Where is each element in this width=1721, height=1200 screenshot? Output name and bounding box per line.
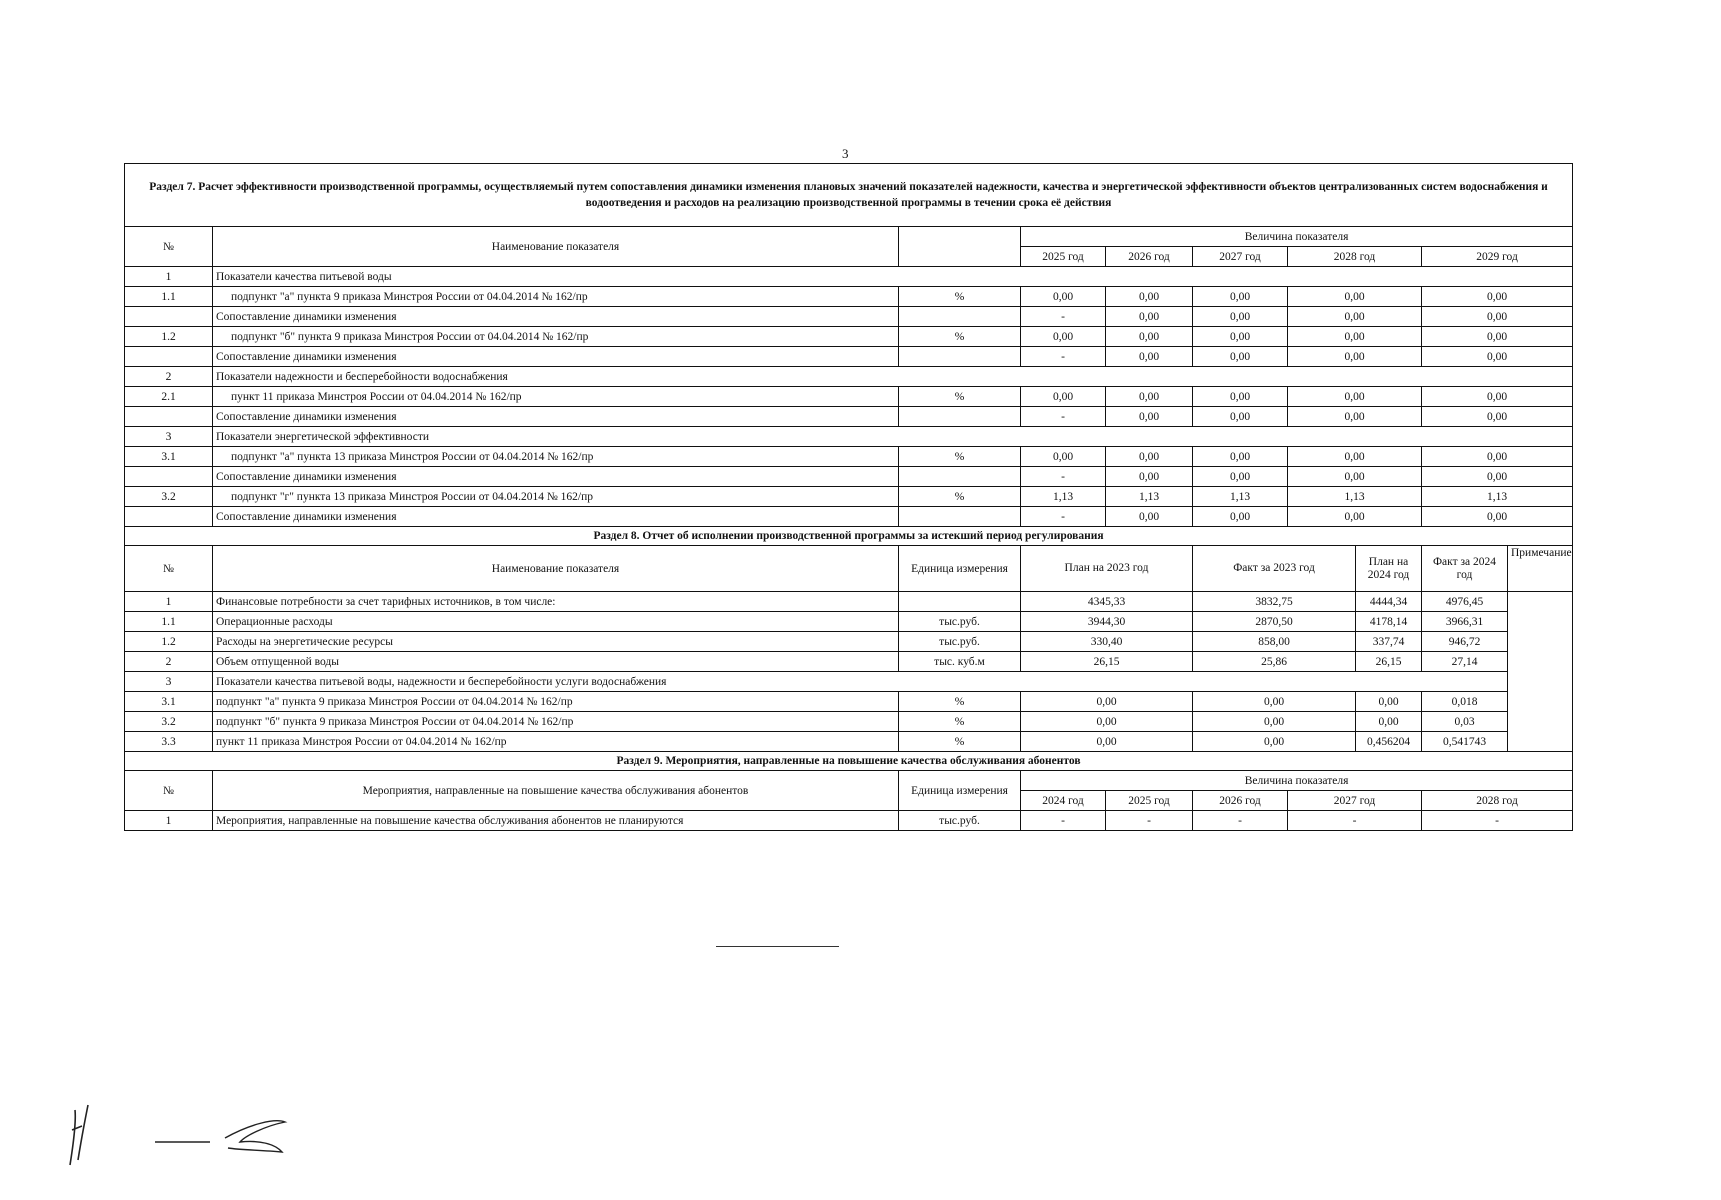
- s8-row-name: Расходы на энергетические ресурсы: [213, 632, 899, 652]
- s7-row-name: подпункт "г" пункта 13 приказа Минстроя России от 04.04.2014 № 162/пр: [213, 487, 899, 507]
- s7-row-name: Сопоставление динамики изменения: [213, 507, 899, 527]
- s8-row-plan2023: 3944,30: [1021, 612, 1193, 632]
- s8-row-plan2024: 0,00: [1356, 692, 1422, 712]
- signature-mark: [60, 1060, 300, 1180]
- s7-row-value: 1,13: [1021, 487, 1106, 507]
- s9-year-2: 2026 год: [1193, 791, 1288, 811]
- s8-row-unit: %: [899, 692, 1021, 712]
- s8-row-fact2023: 0,00: [1193, 692, 1356, 712]
- s8-col-plan2024: План на 2024 год: [1356, 546, 1422, 592]
- s7-year-1: 2026 год: [1106, 247, 1193, 267]
- main-table: [124, 163, 1573, 831]
- s7-row-name: подпункт "а" пункта 9 приказа Минстроя России от 04.04.2014 № 162/пр: [213, 287, 899, 307]
- s7-row-value: 0,00: [1422, 387, 1573, 407]
- s8-row-fact2023: 858,00: [1193, 632, 1356, 652]
- s8-row-plan2023: 0,00: [1021, 732, 1193, 752]
- s7-row-value: 0,00: [1288, 327, 1422, 347]
- s7-row-value: -: [1021, 407, 1106, 427]
- s7-row: [125, 447, 1573, 467]
- s7-row-value: 0,00: [1193, 307, 1288, 327]
- s7-col-unit: [899, 227, 1021, 267]
- s7-row-name: Сопоставление динамики изменения: [213, 347, 899, 367]
- s8-row-name: Операционные расходы: [213, 612, 899, 632]
- s9-col-unit: Единица измерения: [899, 771, 1021, 811]
- s8-row-no: 1.1: [125, 612, 213, 632]
- s8-row-no: 3.2: [125, 712, 213, 732]
- s8-row-no: 3: [125, 672, 213, 692]
- s8-row-no: 3.1: [125, 692, 213, 712]
- s7-row-no: 1: [125, 267, 213, 287]
- s8-row-unit: тыс. куб.м: [899, 652, 1021, 672]
- s7-row-value: 0,00: [1193, 447, 1288, 467]
- s7-row-value: 0,00: [1422, 347, 1573, 367]
- s7-row-value: 0,00: [1422, 307, 1573, 327]
- s7-row-value: 0,00: [1288, 467, 1422, 487]
- s8-row-plan2024: 26,15: [1356, 652, 1422, 672]
- s7-row-value: 0,00: [1422, 287, 1573, 307]
- s7-row-name: пункт 11 приказа Минстроя России от 04.04.2014 № 162/пр: [213, 387, 899, 407]
- s7-row: [125, 387, 1573, 407]
- s7-row-value: 0,00: [1288, 347, 1422, 367]
- s8-row-fact2023: 0,00: [1193, 712, 1356, 732]
- s8-row: [125, 592, 1573, 612]
- s8-row: [125, 692, 1573, 712]
- s8-row: [125, 732, 1573, 752]
- s7-row-value: 0,00: [1288, 447, 1422, 467]
- s7-row-value: 0,00: [1106, 307, 1193, 327]
- s8-row: [125, 712, 1573, 732]
- s9-col-no: №: [125, 771, 213, 811]
- page-number: 3: [842, 146, 849, 161]
- s7-row-value: 0,00: [1422, 467, 1573, 487]
- s7-row-unit: [899, 467, 1021, 487]
- s8-col-unit: Единица измерения: [899, 546, 1021, 592]
- s7-row-value: 0,00: [1106, 347, 1193, 367]
- s8-row-fact2024: 0,03: [1422, 712, 1508, 732]
- s8-row-fact2023: 25,86: [1193, 652, 1356, 672]
- s7-row-no: [125, 467, 213, 487]
- s7-row-value: -: [1021, 467, 1106, 487]
- s9-row-unit: тыс.руб.: [899, 811, 1021, 831]
- s7-row-value: 0,00: [1106, 447, 1193, 467]
- section7-title-row: [125, 164, 1573, 227]
- s9-year-3: 2027 год: [1288, 791, 1422, 811]
- s7-row-unit: %: [899, 287, 1021, 307]
- s8-row-plan2023: 26,15: [1021, 652, 1193, 672]
- s7-row-value: 0,00: [1288, 507, 1422, 527]
- s7-row-name: Сопоставление динамики изменения: [213, 467, 899, 487]
- s9-year-0: 2024 год: [1021, 791, 1106, 811]
- s9-row-value: -: [1288, 811, 1422, 831]
- s7-row-no: 2: [125, 367, 213, 387]
- s8-col-no: №: [125, 546, 213, 592]
- s9-col-value-group: Величина показателя: [1021, 771, 1573, 791]
- s8-row-plan2023: 0,00: [1021, 712, 1193, 732]
- s8-note-cell: [1508, 592, 1573, 752]
- s7-row-no: 3.2: [125, 487, 213, 507]
- s7-row-value: 0,00: [1193, 287, 1288, 307]
- section9-header-row1: [125, 771, 1573, 791]
- s8-row-name: Объем отпущенной воды: [213, 652, 899, 672]
- s7-row-value: 0,00: [1021, 327, 1106, 347]
- s7-col-no: №: [125, 227, 213, 267]
- s7-row: [125, 327, 1573, 347]
- s7-row-value: 0,00: [1422, 447, 1573, 467]
- s7-row-no: [125, 507, 213, 527]
- s7-row-name: Сопоставление динамики изменения: [213, 307, 899, 327]
- s7-year-2: 2027 год: [1193, 247, 1288, 267]
- s8-row-fact2024: 3966,31: [1422, 612, 1508, 632]
- s8-row-name: Финансовые потребности за счет тарифных источников, в том числе:: [213, 592, 899, 612]
- s8-row-unit: [899, 592, 1021, 612]
- s7-row-value: 0,00: [1106, 387, 1193, 407]
- s8-row-fact2024: 0,541743: [1422, 732, 1508, 752]
- s7-row-value: 0,00: [1106, 287, 1193, 307]
- s7-year-4: 2029 год: [1422, 247, 1573, 267]
- s7-row-unit: %: [899, 447, 1021, 467]
- s7-row-value: 0,00: [1021, 287, 1106, 307]
- s7-row: [125, 487, 1573, 507]
- s8-row-plan2023: 4345,33: [1021, 592, 1193, 612]
- s7-row-value: 0,00: [1193, 507, 1288, 527]
- s7-row-value: 0,00: [1021, 447, 1106, 467]
- s7-row-no: 3: [125, 427, 213, 447]
- s8-col-name: Наименование показателя: [213, 546, 899, 592]
- s7-row-no: 1.2: [125, 327, 213, 347]
- s9-row: [125, 811, 1573, 831]
- s9-year-4: 2028 год: [1422, 791, 1573, 811]
- s8-row-fact2023: 0,00: [1193, 732, 1356, 752]
- s8-row-plan2024: 4178,14: [1356, 612, 1422, 632]
- s8-row-name: подпункт "а" пункта 9 приказа Минстроя России от 04.04.2014 № 162/пр: [213, 692, 899, 712]
- s7-row-unit: [899, 307, 1021, 327]
- section8-header-row: [125, 546, 1573, 592]
- section8-title-row: [125, 527, 1573, 546]
- s8-row: [125, 672, 1573, 692]
- s8-row-plan2024: 4444,34: [1356, 592, 1422, 612]
- s7-row: [125, 367, 1573, 387]
- s7-row-value: 0,00: [1106, 327, 1193, 347]
- s7-row-value: -: [1021, 347, 1106, 367]
- s7-row-no: [125, 407, 213, 427]
- s8-row-unit: %: [899, 712, 1021, 732]
- s7-row-no: 2.1: [125, 387, 213, 407]
- s7-row: [125, 307, 1573, 327]
- s7-row-value: 0,00: [1422, 327, 1573, 347]
- s7-row-value: 0,00: [1288, 287, 1422, 307]
- s8-row-plan2023: 0,00: [1021, 692, 1193, 712]
- s7-row-value: 0,00: [1193, 467, 1288, 487]
- s7-row-value: 1,13: [1106, 487, 1193, 507]
- section7-header-row1: [125, 227, 1573, 247]
- s7-row-value: 0,00: [1288, 307, 1422, 327]
- s9-row-name: Мероприятия, направленные на повышение качества обслуживания абонентов не планируются: [213, 811, 899, 831]
- s8-row-fact2024: 27,14: [1422, 652, 1508, 672]
- s7-col-value-group: Величина показателя: [1021, 227, 1573, 247]
- s7-row-value: -: [1021, 507, 1106, 527]
- s7-row-no: 3.1: [125, 447, 213, 467]
- s8-row: [125, 632, 1573, 652]
- s8-row-unit: тыс.руб.: [899, 612, 1021, 632]
- s7-row-value: 1,13: [1288, 487, 1422, 507]
- s8-row-plan2024: 0,00: [1356, 712, 1422, 732]
- s7-row-unit: [899, 407, 1021, 427]
- s9-row-value: -: [1106, 811, 1193, 831]
- s7-row: [125, 287, 1573, 307]
- s7-row-unit: %: [899, 487, 1021, 507]
- s8-row: [125, 652, 1573, 672]
- section7-title: Раздел 7. Расчет эффективности производственной программы, осуществляемый путем сопоставления динамики изменения плановых значений показателей надежности, качества и энергетической эффективности объектов централизованных систем водоснабжения и водоотведения и расходов на реализацию производственной программы в течении срока её действия: [125, 164, 1573, 227]
- s7-row-value: 0,00: [1106, 467, 1193, 487]
- s9-row-no: 1: [125, 811, 213, 831]
- s7-row-no: [125, 347, 213, 367]
- s7-row-value: 0,00: [1422, 407, 1573, 427]
- s7-row: [125, 507, 1573, 527]
- s8-row-plan2024: 337,74: [1356, 632, 1422, 652]
- table-body: [125, 164, 1573, 831]
- s8-row-unit: %: [899, 732, 1021, 752]
- s7-row-unit: %: [899, 387, 1021, 407]
- s7-row: [125, 347, 1573, 367]
- s7-row-value: 0,00: [1021, 387, 1106, 407]
- s8-row-plan2023: 330,40: [1021, 632, 1193, 652]
- s7-row-value: 0,00: [1288, 407, 1422, 427]
- s7-row-value: 0,00: [1288, 387, 1422, 407]
- s7-row-value: 0,00: [1193, 387, 1288, 407]
- s8-row-fact2024: 946,72: [1422, 632, 1508, 652]
- s7-row-value: 1,13: [1422, 487, 1573, 507]
- s7-row-name: подпункт "а" пункта 13 приказа Минстроя России от 04.04.2014 № 162/пр: [213, 447, 899, 467]
- s9-row-value: -: [1021, 811, 1106, 831]
- section9-title-row: [125, 752, 1573, 771]
- s7-year-0: 2025 год: [1021, 247, 1106, 267]
- s9-col-name: Мероприятия, направленные на повышение качества обслуживания абонентов: [213, 771, 899, 811]
- s8-col-plan2023: План на 2023 год: [1021, 546, 1193, 592]
- s8-row-no: 1.2: [125, 632, 213, 652]
- s7-row: [125, 267, 1573, 287]
- s7-row-value: 0,00: [1193, 407, 1288, 427]
- s9-year-1: 2025 год: [1106, 791, 1193, 811]
- section8-title: Раздел 8. Отчет об исполнении производственной программы за истекший период регулирования: [125, 527, 1573, 546]
- section9-title: Раздел 9. Мероприятия, направленные на повышение качества обслуживания абонентов: [125, 752, 1573, 771]
- s8-row-fact2023: 3832,75: [1193, 592, 1356, 612]
- s8-row-no: 2: [125, 652, 213, 672]
- s8-row-unit: тыс.руб.: [899, 632, 1021, 652]
- s7-row-unit: [899, 347, 1021, 367]
- s8-row-no: 1: [125, 592, 213, 612]
- s7-row: [125, 467, 1573, 487]
- s7-row: [125, 427, 1573, 447]
- s7-row-unit: [899, 507, 1021, 527]
- s8-col-note: Примечание: [1508, 546, 1573, 592]
- s7-row-value: 1,13: [1193, 487, 1288, 507]
- s7-row-name: подпункт "б" пункта 9 приказа Минстроя России от 04.04.2014 № 162/пр: [213, 327, 899, 347]
- s8-row-name: подпункт "б" пункта 9 приказа Минстроя России от 04.04.2014 № 162/пр: [213, 712, 899, 732]
- divider-line: [716, 946, 839, 947]
- s7-row-unit: %: [899, 327, 1021, 347]
- s8-row-fact2024: 4976,45: [1422, 592, 1508, 612]
- s7-row-value: 0,00: [1193, 347, 1288, 367]
- s8-row-name: пункт 11 приказа Минстроя России от 04.04.2014 № 162/пр: [213, 732, 899, 752]
- s8-group-name: Показатели качества питьевой воды, надежности и бесперебойности услуги водоснабжения: [213, 672, 1508, 692]
- s7-group-name: Показатели качества питьевой воды: [213, 267, 1573, 287]
- s9-row-value: -: [1422, 811, 1573, 831]
- s8-row-fact2023: 2870,50: [1193, 612, 1356, 632]
- s7-row-value: 0,00: [1106, 507, 1193, 527]
- s7-row-value: -: [1021, 307, 1106, 327]
- s8-col-fact2024: Факт за 2024 год: [1422, 546, 1508, 592]
- s8-row-no: 3.3: [125, 732, 213, 752]
- s9-row-value: -: [1193, 811, 1288, 831]
- s7-row-value: 0,00: [1106, 407, 1193, 427]
- s7-col-name: Наименование показателя: [213, 227, 899, 267]
- s7-group-name: Показатели энергетической эффективности: [213, 427, 1573, 447]
- s7-row-no: [125, 307, 213, 327]
- s7-row-name: Сопоставление динамики изменения: [213, 407, 899, 427]
- document: [124, 163, 1572, 831]
- s7-year-3: 2028 год: [1288, 247, 1422, 267]
- s7-group-name: Показатели надежности и бесперебойности водоснабжения: [213, 367, 1573, 387]
- s8-row-fact2024: 0,018: [1422, 692, 1508, 712]
- s7-row-value: 0,00: [1193, 327, 1288, 347]
- s7-row-value: 0,00: [1422, 507, 1573, 527]
- s8-col-fact2023: Факт за 2023 год: [1193, 546, 1356, 592]
- s7-row-no: 1.1: [125, 287, 213, 307]
- s8-row-plan2024: 0,456204: [1356, 732, 1422, 752]
- s7-row: [125, 407, 1573, 427]
- s8-row: [125, 612, 1573, 632]
